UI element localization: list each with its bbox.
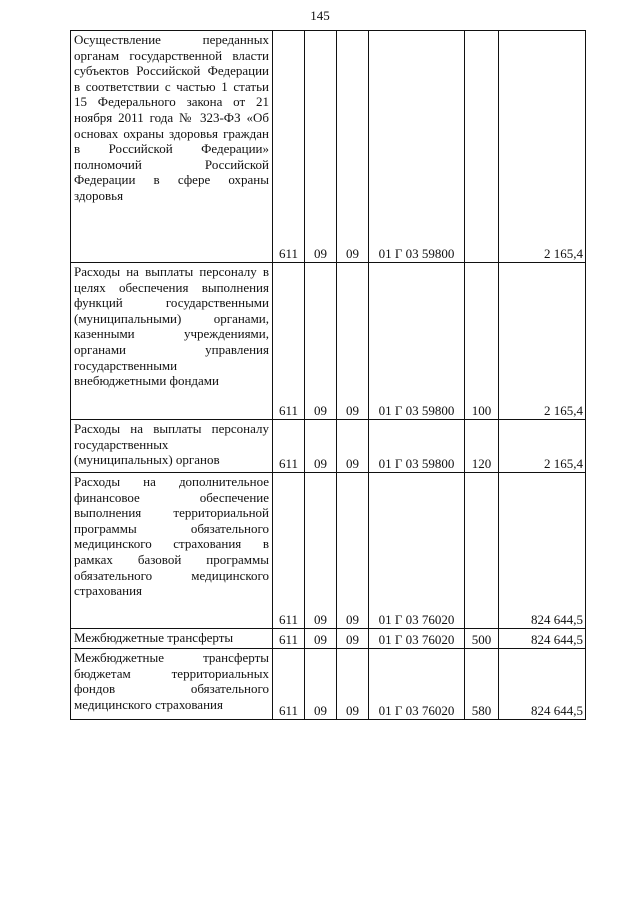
expense-type-code: 120 — [465, 420, 499, 473]
subsection-code: 09 — [337, 31, 369, 263]
subsection-code: 09 — [337, 420, 369, 473]
table-row — [71, 629, 586, 649]
section-code: 09 — [305, 649, 337, 720]
target-article-code: 01 Г 03 76020 — [369, 473, 465, 629]
section-code: 09 — [305, 31, 337, 263]
target-article-code: 01 Г 03 76020 — [369, 649, 465, 720]
table-row — [71, 649, 586, 720]
row-description: Осуществление переданных органам государственной власти субъектов Российской Федерации в соответствии с частью 1 статьи 15 Федерального закона от 21 ноября 2011 года № 323-ФЗ «Об основах охраны здоровья граждан в Российской Федерации» полномочий Российской Федерации в сфере охраны здоровья — [71, 31, 273, 263]
subsection-code: 09 — [337, 473, 369, 629]
amount: 2 165,4 — [499, 263, 586, 420]
target-article-code: 01 Г 03 59800 — [369, 31, 465, 263]
table-row — [71, 473, 586, 629]
ministry-code: 611 — [273, 649, 305, 720]
expense-type-code: 580 — [465, 649, 499, 720]
ministry-code: 611 — [273, 473, 305, 629]
ministry-code: 611 — [273, 420, 305, 473]
expense-type-code — [465, 31, 499, 263]
page-number: 145 — [310, 8, 330, 23]
amount: 824 644,5 — [499, 629, 586, 649]
table-row — [71, 420, 586, 473]
section-code: 09 — [305, 629, 337, 649]
row-description: Расходы на выплаты персоналу государственных (муниципальных) органов — [71, 420, 273, 473]
expense-type-code: 500 — [465, 629, 499, 649]
row-description: Расходы на выплаты персоналу в целях обеспечения выполнения функций государственными (муниципальными) органами, казенными учреждениями, органами управления государственными внебюджетными фондами — [71, 263, 273, 420]
subsection-code: 09 — [337, 263, 369, 420]
row-description: Межбюджетные трансферты бюджетам территориальных фондов обязательного медицинского страхования — [71, 649, 273, 720]
expense-type-code — [465, 473, 499, 629]
section-code: 09 — [305, 473, 337, 629]
table-row — [71, 263, 586, 420]
row-description: Межбюджетные трансферты — [71, 629, 273, 649]
table-row — [71, 31, 586, 263]
budget-table — [70, 30, 586, 720]
section-code: 09 — [305, 420, 337, 473]
row-description: Расходы на дополнительное финансовое обеспечение выполнения территориальной программы обязательного медицинского страхования в рамках базовой программы обязательного медицинского страхования — [71, 473, 273, 629]
subsection-code: 09 — [337, 649, 369, 720]
target-article-code: 01 Г 03 76020 — [369, 629, 465, 649]
ministry-code: 611 — [273, 31, 305, 263]
subsection-code: 09 — [337, 629, 369, 649]
expense-type-code: 100 — [465, 263, 499, 420]
ministry-code: 611 — [273, 629, 305, 649]
amount: 2 165,4 — [499, 31, 586, 263]
amount: 824 644,5 — [499, 473, 586, 629]
amount: 2 165,4 — [499, 420, 586, 473]
target-article-code: 01 Г 03 59800 — [369, 263, 465, 420]
amount: 824 644,5 — [499, 649, 586, 720]
ministry-code: 611 — [273, 263, 305, 420]
target-article-code: 01 Г 03 59800 — [369, 420, 465, 473]
section-code: 09 — [305, 263, 337, 420]
